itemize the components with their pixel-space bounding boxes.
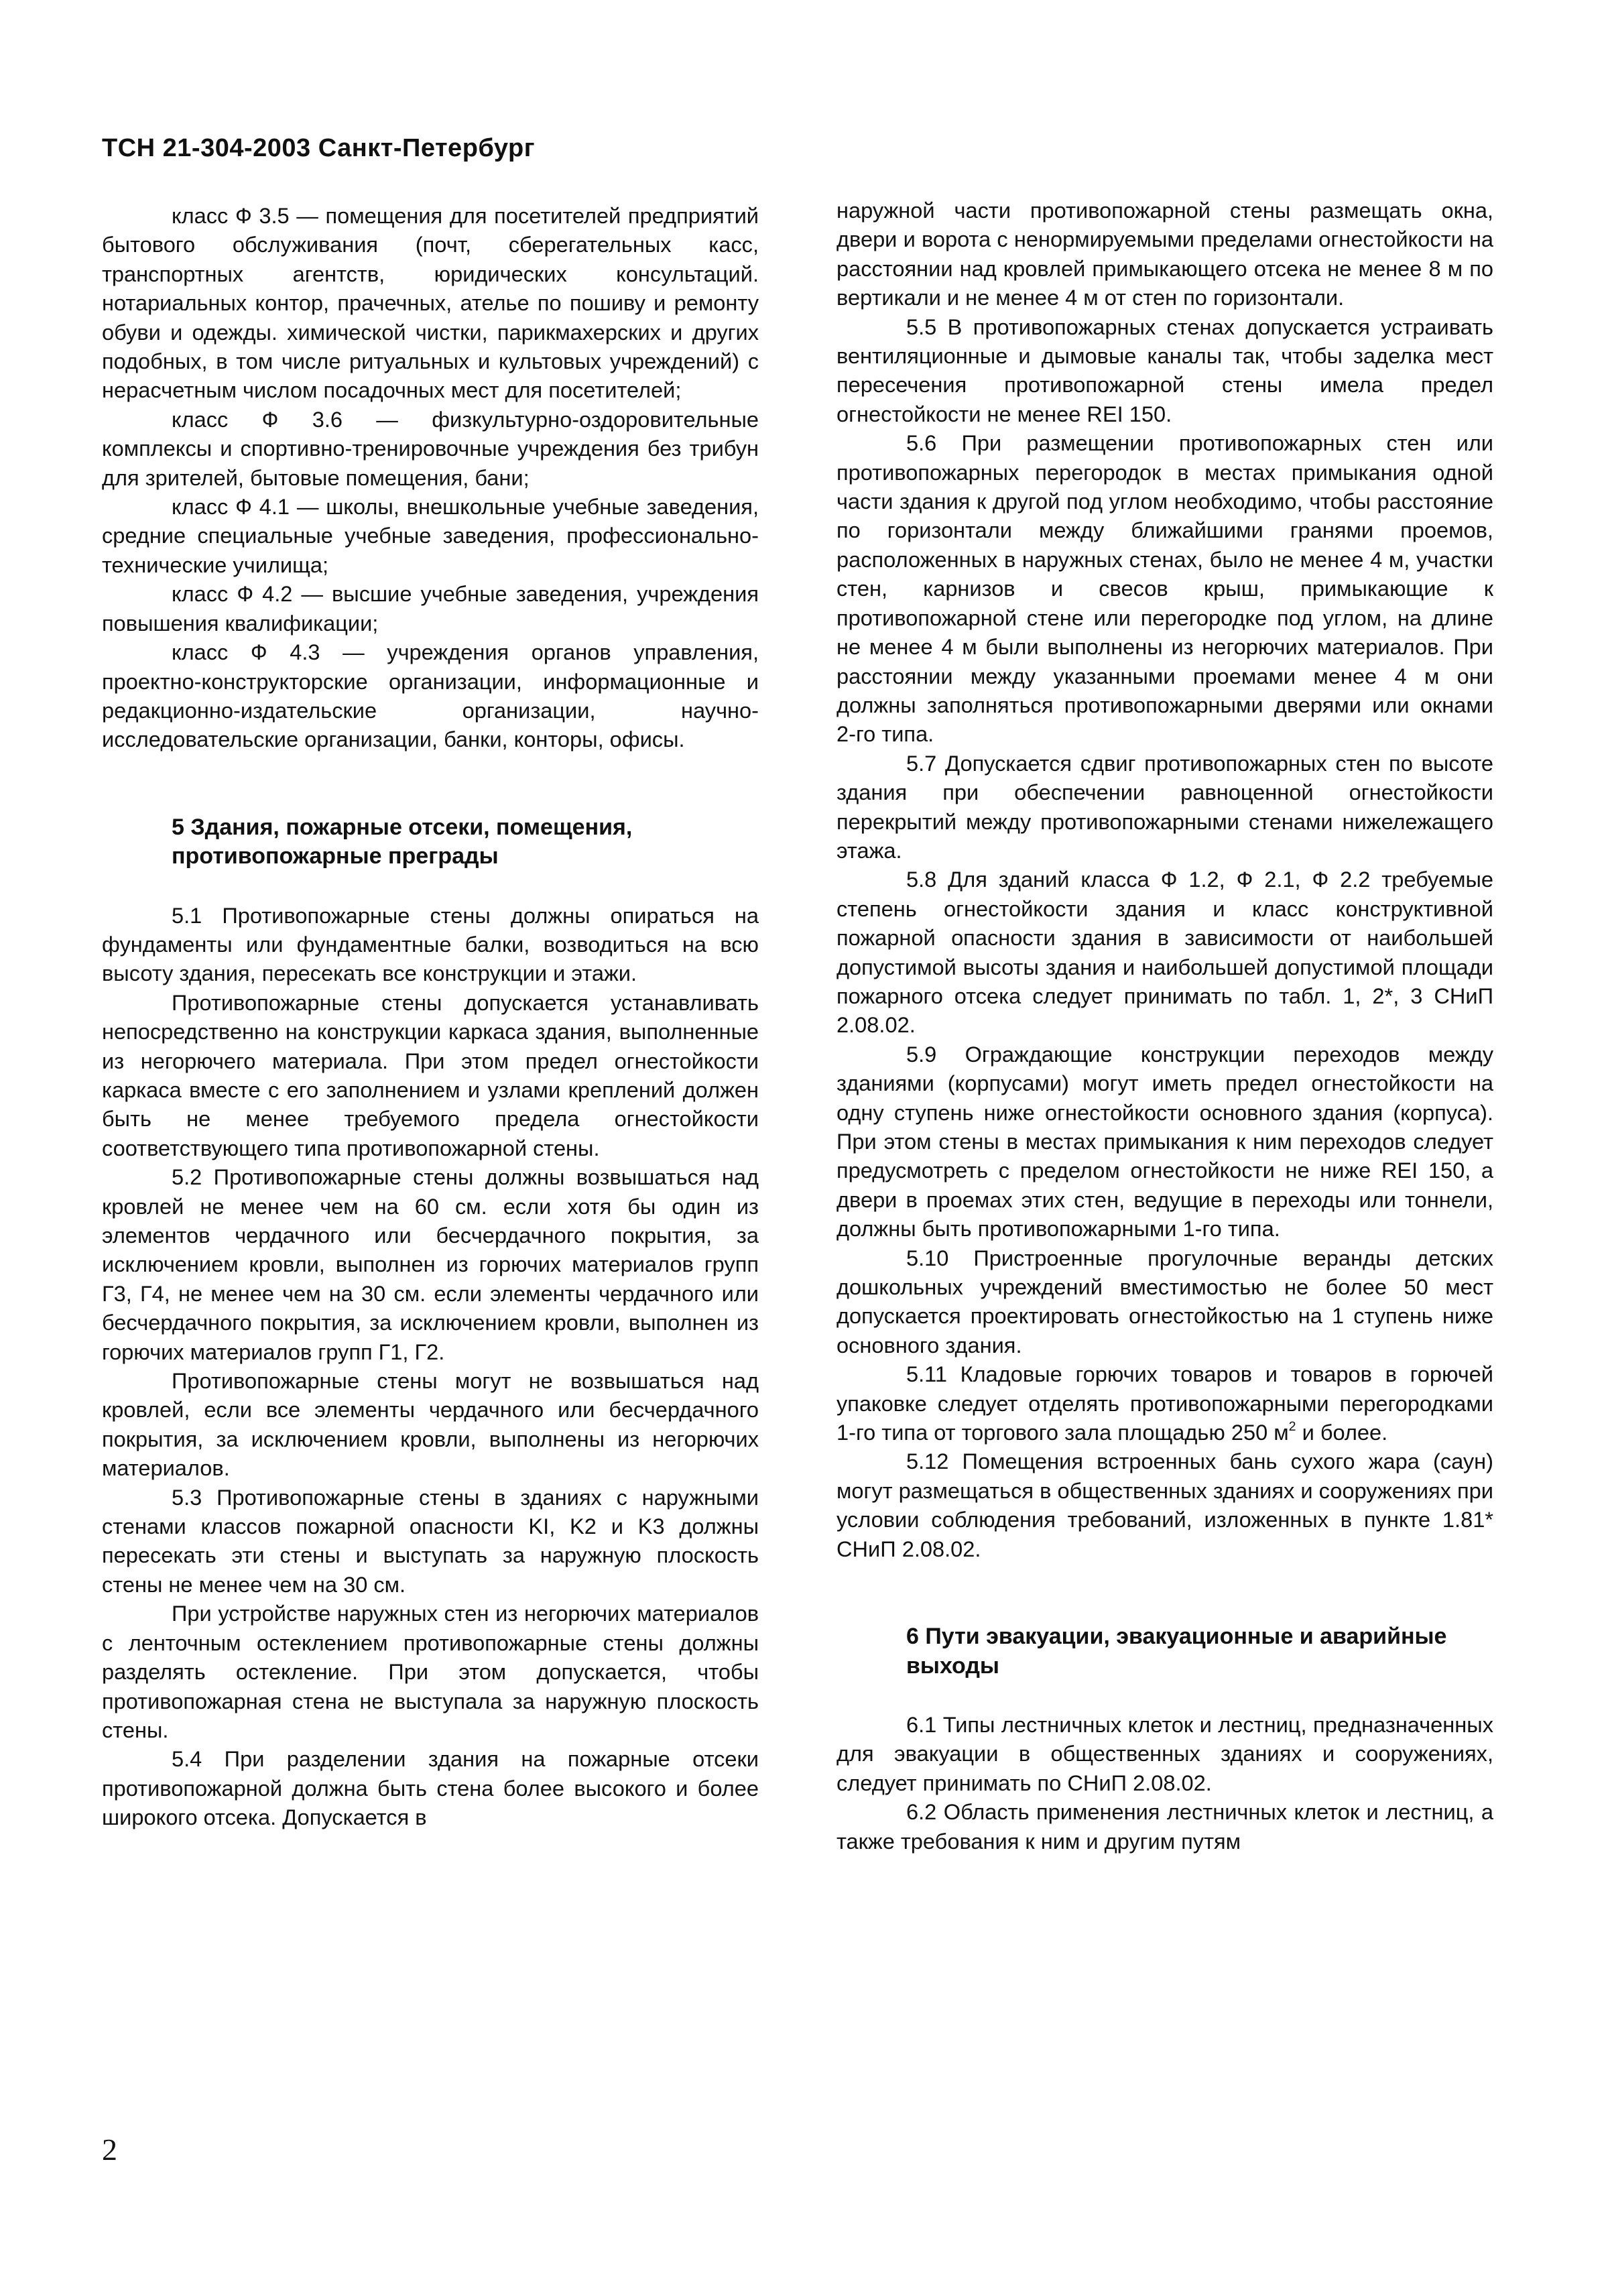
paragraph: наружной части противопожарной стены размещать окна, двери и ворота с ненормируемыми пределами огнестойкости на расстоянии над кровлей примыкающего отсека не менее 8 м по вертикали и не менее 4 м от стен по горизонтали. xyxy=(837,198,1493,310)
paragraph: 5.6 При размещении противопожарных стен или противопожарных перегородок в местах примыкания одной части здания к другой под углом необходимо, чтобы расстояние по горизонтали между ближайшими гранями проемов, расположенных в наружных стенах, было не менее 4 м, участки стен, карнизов и свесов крыш, примыкающие к противопожарной стене или перегородке под углом, на длине не менее 4 м были выполнены из негорючих материалов. При расстоянии между указанными проемами менее 4 м они должны заполняться противопожарными дверями или окнами 2-го типа. xyxy=(837,430,1493,747)
paragraph: 5.7 Допускается сдвиг противопожарных стен по высоте здания при обеспечении равноценной огнестойкости перекрытий между противопожарными стенами нижележащего этажа. xyxy=(837,750,1493,863)
paragraph-text: 5.11 Кладовые горючих товаров и товаров в горючей упаковке следует отделять противопожарными перегородками 1-го типа от торгового зала площадью 250 м xyxy=(837,1362,1493,1445)
paragraph: Противопожарные стены могут не возвышаться над кровлей, если все элементы чердачного или бесчердачного покрытия, за исключением кровли, выполнены из негорючих материалов. xyxy=(102,1368,759,1481)
paragraph: 5.3 Противопожарные стены в зданиях с наружными стенами классов пожарной опасности KI, K2 и K3 должны пересекать эти стены и выступать за наружную плоскость стены не менее чем на 30 см. xyxy=(102,1484,759,1597)
paragraph-text: и более. xyxy=(1296,1420,1388,1445)
paragraph: 5.12 Помещения встроенных бань сухого жара (саун) могут размещаться в общественных зданиях и сооружениях при условии соблюдения требований, изложенных в пункте 1.81* СНиП 2.08.02. xyxy=(837,1449,1493,1561)
paragraph: 5.10 Пристроенные прогулочные веранды детских дошкольных учреждений вместимостью не более 50 мест допускается проектировать огнестойкостью на 1 ступень ниже основного здания. xyxy=(837,1245,1493,1357)
paragraph: 5.4 При разделении здания на пожарные отсеки противопожарной должна быть стена более высокого и более широкого отсека. Допускается в xyxy=(102,1746,759,1830)
paragraph: При устройстве наружных стен из негорючих материалов с ленточным остеклением противопожарные стены должны разделять остекление. При этом допускается, чтобы противопожарная стена не выступала за наружную плоскость стены. xyxy=(102,1601,759,1742)
right-column xyxy=(837,196,1493,1856)
paragraph-5-11 xyxy=(837,1360,1493,1447)
paragraph: 5.8 Для зданий класса Ф 1.2, Ф 2.1, Ф 2.2 требуемые степень огнестойкости здания и класс конструктивной пожарной опасности здания в зависимости от наибольшей допустимой высоты здания и наибольшей допустимой площади пожарного отсека следует принимать по табл. 1, 2*, 3 СНиП 2.08.02. xyxy=(837,867,1493,1038)
paragraph: Противопожарные стены допускается устанавливать непосредственно на конструкции каркаса здания, выполненные из негорючего материала. При этом предел огнестойкости каркаса вместе с его заполнением и узлами креплений должен быть не менее требуемого предела огнестойкости соответствующего типа противопожарной стены. xyxy=(102,989,759,1160)
paragraph: класс Ф 3.5 — помещения для посетителей предприятий бытового обслуживания (почт, сберегательных касс, транспортных агентств, юридических консультаций. нотариальных контор, прачечных, ателье по пошиву и ремонту обуви и одежды. химической чистки, парикмахерских и других подобных, в том числе ритуальных и культовых учреждений) с нерасчетным числом посадочных мест для посетителей; xyxy=(102,203,759,403)
superscript: 2 xyxy=(1288,1419,1296,1435)
paragraph: 6.2 Область применения лестничных клеток и лестниц, а также требования к ним и другим путям xyxy=(837,1799,1493,1854)
paragraph: класс Ф 4.1 — школы, внешкольные учебные заведения, средние специальные учебные заведения, профессионально-технические училища; xyxy=(102,494,759,577)
page-header: ТСН 21-304-2003 Санкт-Петербург xyxy=(102,134,536,162)
paragraph: класс Ф 3.6 — физкультурно-оздоровительные комплексы и спортивно-тренировочные учреждения без трибун для зрителей, бытовые помещения, бани; xyxy=(102,406,759,490)
paragraph: 6.1 Типы лестничных клеток и лестниц, предназначенных для эвакуации в общественных зданиях и сооружениях, следует принимать по СНиП 2.08.02. xyxy=(837,1711,1493,1795)
section-5-heading: 5 Здания, пожарные отсеки, помещения, противопожарные преграды xyxy=(172,814,633,869)
paragraph: класс Ф 4.3 — учреждения органов управления, проектно-конструкторские организации, информационные и редакционно-издательские организации, научно-исследовательские организации, банки, конторы, офисы. xyxy=(102,640,759,752)
page-number: 2 xyxy=(102,2132,117,2167)
section-6-heading: 6 Пути эвакуации, эвакуационные и аварийные выходы xyxy=(906,1624,1447,1679)
left-column xyxy=(102,201,759,1832)
paragraph: 5.5 В противопожарных стенах допускается устраивать вентиляционные и дымовые каналы так, чтобы заделка мест пересечения противопожарной стены имела предел огнестойкости не менее REI 150. xyxy=(837,314,1493,426)
paragraph: 5.1 Противопожарные стены должны опираться на фундаменты или фундаментные балки, возводиться на всю высоту здания, пересекать все конструкции и этажи. xyxy=(102,902,759,986)
paragraph: 5.9 Ограждающие конструкции переходов между зданиями (корпусами) могут иметь предел огнестойкости на одну ступень ниже огнестойкости основного здания (корпуса). При этом стены в местах примыкания к ним переходов следует предусмотреть с пределом огнестойкости не ниже REI 150, а двери в проемах этих стен, ведущие в переходы или тоннели, должны быть противопожарными 1-го типа. xyxy=(837,1041,1493,1242)
paragraph: класс Ф 4.2 — высшие учебные заведения, учреждения повышения квалификации; xyxy=(102,581,759,636)
paragraph: 5.2 Противопожарные стены должны возвышаться над кровлей не менее чем на 60 см. если хотя бы один из элементов чердачного или бесчердачного покрытия, за исключением кровли, выполнен из горючих материалов групп Г3, Г4, не менее чем на 30 см. если элементы чердачного или бесчердачного покрытия, за исключением кровли, выполнен из горючих материалов групп Г1, Г2. xyxy=(102,1164,759,1364)
